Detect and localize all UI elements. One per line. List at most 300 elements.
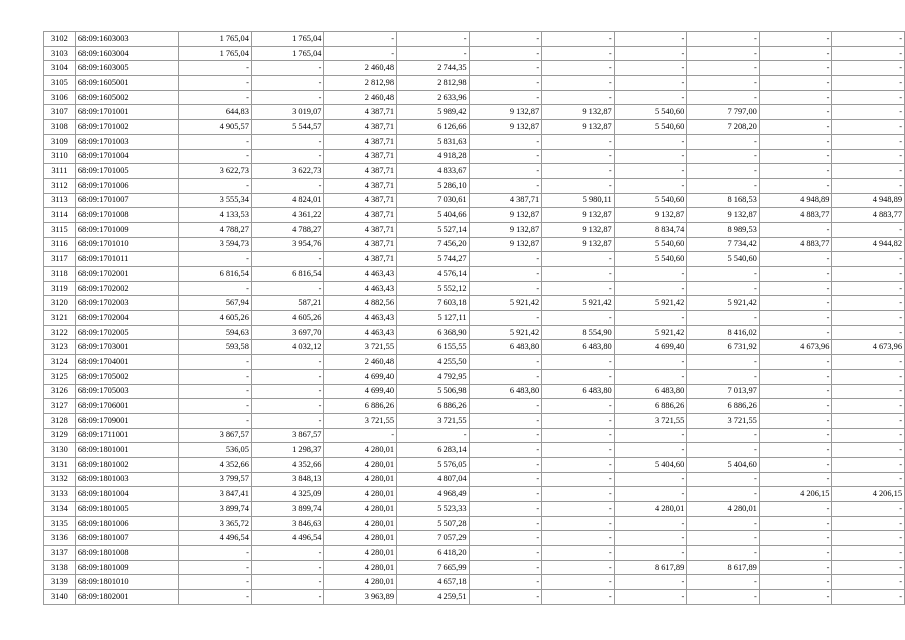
value-cell: - — [469, 457, 542, 472]
row-number-cell: 3119 — [44, 281, 76, 296]
value-cell: - — [759, 355, 832, 370]
value-cell: 6 155,55 — [397, 340, 470, 355]
value-cell: - — [251, 149, 324, 164]
value-cell: - — [614, 472, 687, 487]
value-cell: 3 721,55 — [397, 413, 470, 428]
value-cell: - — [251, 90, 324, 105]
value-cell: 6 283,14 — [397, 443, 470, 458]
value-cell: - — [614, 369, 687, 384]
value-cell: 2 744,35 — [397, 61, 470, 76]
value-cell: 5 921,42 — [469, 325, 542, 340]
value-cell: 6 483,80 — [542, 384, 615, 399]
value-cell: 6 483,80 — [469, 340, 542, 355]
value-cell: - — [251, 560, 324, 575]
value-cell: - — [251, 355, 324, 370]
value-cell: - — [614, 164, 687, 179]
row-number-cell: 3123 — [44, 340, 76, 355]
value-cell: 3 555,34 — [179, 193, 252, 208]
value-cell: - — [614, 546, 687, 561]
value-cell: 8 834,74 — [614, 222, 687, 237]
value-cell: - — [832, 105, 905, 120]
value-cell: 4 352,66 — [179, 457, 252, 472]
value-cell: 5 507,28 — [397, 516, 470, 531]
value-cell: 4 361,22 — [251, 208, 324, 223]
value-cell: - — [687, 487, 760, 502]
cadastral-code-cell: 68:09:1702001 — [75, 267, 178, 282]
value-cell: - — [759, 120, 832, 135]
value-cell: - — [614, 428, 687, 443]
cadastral-code-cell: 68:09:1701003 — [75, 134, 178, 149]
value-cell: 7 734,42 — [687, 237, 760, 252]
value-cell: 4 833,67 — [397, 164, 470, 179]
value-cell: 7 208,20 — [687, 120, 760, 135]
row-number-cell: 3103 — [44, 46, 76, 61]
value-cell: 7 013,97 — [687, 384, 760, 399]
value-cell: 4 788,27 — [179, 222, 252, 237]
row-number-cell: 3113 — [44, 193, 76, 208]
value-cell: 4 944,82 — [832, 237, 905, 252]
value-cell: - — [614, 178, 687, 193]
value-cell: 6 483,80 — [614, 384, 687, 399]
value-cell: - — [687, 281, 760, 296]
cadastral-code-cell: 68:09:1705002 — [75, 369, 178, 384]
table-row — [44, 472, 905, 487]
value-cell: - — [759, 325, 832, 340]
row-number-cell: 3108 — [44, 120, 76, 135]
row-number-cell: 3131 — [44, 457, 76, 472]
table-row — [44, 267, 905, 282]
value-cell: 4 463,43 — [324, 311, 397, 326]
value-cell: 2 633,96 — [397, 90, 470, 105]
value-cell: 6 126,66 — [397, 120, 470, 135]
value-cell: 2 460,48 — [324, 61, 397, 76]
value-cell: - — [179, 281, 252, 296]
row-number-cell: 3121 — [44, 311, 76, 326]
value-cell: - — [469, 46, 542, 61]
cadastral-code-cell: 68:09:1701011 — [75, 252, 178, 267]
value-cell: - — [469, 546, 542, 561]
table-row — [44, 428, 905, 443]
value-cell: 8 989,53 — [687, 222, 760, 237]
value-cell: 5 989,42 — [397, 105, 470, 120]
value-cell: 3 721,55 — [324, 340, 397, 355]
value-cell: 3 867,57 — [179, 428, 252, 443]
row-number-cell: 3120 — [44, 296, 76, 311]
value-cell: 4 280,01 — [614, 502, 687, 517]
value-cell: - — [251, 76, 324, 91]
value-cell: - — [469, 178, 542, 193]
value-cell: - — [324, 428, 397, 443]
value-cell: 9 132,87 — [542, 105, 615, 120]
value-cell: 6 886,26 — [397, 399, 470, 414]
value-cell: - — [614, 90, 687, 105]
value-cell: - — [832, 120, 905, 135]
value-cell: - — [614, 590, 687, 605]
table-row — [44, 120, 905, 135]
value-cell: - — [687, 61, 760, 76]
value-cell: 4 807,04 — [397, 472, 470, 487]
table-body — [44, 32, 905, 605]
value-cell: 3 867,57 — [251, 428, 324, 443]
value-cell: 9 132,87 — [469, 120, 542, 135]
value-cell: - — [469, 61, 542, 76]
value-cell: - — [542, 428, 615, 443]
value-cell: 5 576,05 — [397, 457, 470, 472]
value-cell: 4 325,09 — [251, 487, 324, 502]
value-cell: - — [832, 325, 905, 340]
value-cell: - — [542, 457, 615, 472]
value-cell: - — [542, 46, 615, 61]
value-cell: - — [759, 267, 832, 282]
value-cell: 7 057,29 — [397, 531, 470, 546]
value-cell: 5 527,14 — [397, 222, 470, 237]
value-cell: - — [759, 413, 832, 428]
cadastral-code-cell: 68:09:1702005 — [75, 325, 178, 340]
value-cell: 4 883,77 — [759, 208, 832, 223]
cadastral-code-cell: 68:09:1603003 — [75, 32, 178, 47]
value-cell: - — [469, 267, 542, 282]
value-cell: - — [251, 399, 324, 414]
value-cell: - — [832, 428, 905, 443]
value-cell: 2 812,98 — [324, 76, 397, 91]
table-row — [44, 193, 905, 208]
table-row — [44, 281, 905, 296]
cadastral-code-cell: 68:09:1709001 — [75, 413, 178, 428]
value-cell: 4 032,12 — [251, 340, 324, 355]
cadastral-code-cell: 68:09:1801001 — [75, 443, 178, 458]
value-cell: 5 506,98 — [397, 384, 470, 399]
value-cell: - — [542, 531, 615, 546]
value-cell: 2 460,48 — [324, 90, 397, 105]
value-cell: - — [614, 134, 687, 149]
value-cell: 3 799,57 — [179, 472, 252, 487]
value-cell: - — [832, 311, 905, 326]
value-cell: - — [542, 413, 615, 428]
value-cell: - — [542, 487, 615, 502]
value-cell: - — [687, 164, 760, 179]
value-cell: - — [542, 164, 615, 179]
value-cell: - — [687, 531, 760, 546]
value-cell: - — [832, 267, 905, 282]
value-cell: - — [542, 575, 615, 590]
table-row — [44, 355, 905, 370]
value-cell: - — [469, 281, 542, 296]
value-cell: - — [614, 76, 687, 91]
row-number-cell: 3117 — [44, 252, 76, 267]
table-row — [44, 178, 905, 193]
value-cell: 536,05 — [179, 443, 252, 458]
value-cell: - — [687, 76, 760, 91]
value-cell: - — [759, 472, 832, 487]
value-cell: 5 744,27 — [397, 252, 470, 267]
value-cell: - — [614, 281, 687, 296]
value-cell: - — [614, 575, 687, 590]
value-cell: - — [542, 546, 615, 561]
table-row — [44, 32, 905, 47]
value-cell: - — [469, 575, 542, 590]
value-cell: - — [759, 61, 832, 76]
table-row — [44, 399, 905, 414]
value-cell: 3 848,13 — [251, 472, 324, 487]
value-cell: 2 812,98 — [397, 76, 470, 91]
value-cell: 4 673,96 — [832, 340, 905, 355]
value-cell: - — [542, 90, 615, 105]
value-cell: - — [397, 46, 470, 61]
value-cell: - — [397, 428, 470, 443]
value-cell: 4 788,27 — [251, 222, 324, 237]
row-number-cell: 3137 — [44, 546, 76, 561]
value-cell: - — [251, 61, 324, 76]
value-cell: - — [759, 369, 832, 384]
value-cell: - — [759, 502, 832, 517]
value-cell: 6 368,90 — [397, 325, 470, 340]
value-cell: 587,21 — [251, 296, 324, 311]
cadastral-code-cell: 68:09:1701009 — [75, 222, 178, 237]
value-cell: - — [469, 531, 542, 546]
row-number-cell: 3128 — [44, 413, 76, 428]
value-cell: - — [614, 516, 687, 531]
value-cell: - — [759, 516, 832, 531]
cadastral-code-cell: 68:09:1706001 — [75, 399, 178, 414]
table-row — [44, 502, 905, 517]
row-number-cell: 3118 — [44, 267, 76, 282]
value-cell: - — [614, 267, 687, 282]
value-cell: 3 721,55 — [614, 413, 687, 428]
cadastral-code-cell: 68:09:1801008 — [75, 546, 178, 561]
value-cell: 4 387,71 — [324, 164, 397, 179]
value-cell: - — [687, 32, 760, 47]
value-cell: - — [542, 32, 615, 47]
value-cell: - — [179, 149, 252, 164]
value-cell: 4 280,01 — [324, 443, 397, 458]
value-cell: - — [687, 134, 760, 149]
row-number-cell: 3122 — [44, 325, 76, 340]
cadastral-code-cell: 68:09:1801002 — [75, 457, 178, 472]
value-cell: - — [469, 90, 542, 105]
value-cell: 5 404,60 — [614, 457, 687, 472]
value-cell: 4 387,71 — [324, 252, 397, 267]
value-cell: - — [759, 399, 832, 414]
value-cell: 5 540,60 — [614, 105, 687, 120]
row-number-cell: 3136 — [44, 531, 76, 546]
value-cell: 3 846,63 — [251, 516, 324, 531]
value-cell: - — [687, 575, 760, 590]
value-cell: 567,94 — [179, 296, 252, 311]
value-cell: - — [179, 399, 252, 414]
value-cell: 1 765,04 — [179, 32, 252, 47]
value-cell: - — [687, 369, 760, 384]
value-cell: 7 603,18 — [397, 296, 470, 311]
table-row — [44, 105, 905, 120]
value-cell: 4 496,54 — [179, 531, 252, 546]
value-cell: - — [614, 32, 687, 47]
cadastral-code-cell: 68:09:1703001 — [75, 340, 178, 355]
value-cell: - — [832, 134, 905, 149]
value-cell: - — [251, 384, 324, 399]
table-row — [44, 531, 905, 546]
value-cell: 3 622,73 — [251, 164, 324, 179]
value-cell: 3 622,73 — [179, 164, 252, 179]
value-cell: - — [469, 487, 542, 502]
table-row — [44, 384, 905, 399]
value-cell: 4 463,43 — [324, 325, 397, 340]
value-cell: - — [687, 178, 760, 193]
value-cell: - — [469, 516, 542, 531]
value-cell: - — [687, 149, 760, 164]
value-cell: 5 286,10 — [397, 178, 470, 193]
value-cell: - — [832, 399, 905, 414]
value-cell: - — [542, 76, 615, 91]
value-cell: 5 552,12 — [397, 281, 470, 296]
value-cell: - — [832, 516, 905, 531]
value-cell: - — [832, 590, 905, 605]
value-cell: 4 259,51 — [397, 590, 470, 605]
value-cell: - — [832, 178, 905, 193]
value-cell: 6 483,80 — [469, 384, 542, 399]
value-cell: 4 699,40 — [614, 340, 687, 355]
value-cell: 4 968,49 — [397, 487, 470, 502]
cadastral-code-cell: 68:09:1701006 — [75, 178, 178, 193]
value-cell: 3 019,07 — [251, 105, 324, 120]
value-cell: - — [469, 428, 542, 443]
value-cell: - — [324, 46, 397, 61]
value-cell: - — [542, 369, 615, 384]
value-cell: - — [469, 590, 542, 605]
row-number-cell: 3102 — [44, 32, 76, 47]
value-cell: 9 132,87 — [469, 105, 542, 120]
value-cell: 5 921,42 — [614, 296, 687, 311]
value-cell: - — [542, 590, 615, 605]
value-cell: 3 847,41 — [179, 487, 252, 502]
row-number-cell: 3111 — [44, 164, 76, 179]
value-cell: - — [251, 413, 324, 428]
value-cell: 5 540,60 — [614, 120, 687, 135]
cadastral-code-cell: 68:09:1801004 — [75, 487, 178, 502]
row-number-cell: 3110 — [44, 149, 76, 164]
row-number-cell: 3140 — [44, 590, 76, 605]
cadastral-code-cell: 68:09:1801006 — [75, 516, 178, 531]
value-cell: 1 765,04 — [179, 46, 252, 61]
value-cell: - — [759, 46, 832, 61]
value-cell: - — [759, 546, 832, 561]
value-cell: - — [832, 149, 905, 164]
value-cell: 5 404,60 — [687, 457, 760, 472]
value-cell: - — [759, 149, 832, 164]
value-cell: 9 132,87 — [469, 222, 542, 237]
value-cell: 4 905,57 — [179, 120, 252, 135]
row-number-cell: 3138 — [44, 560, 76, 575]
value-cell: - — [251, 178, 324, 193]
value-cell: - — [542, 281, 615, 296]
value-cell: - — [179, 61, 252, 76]
table-row — [44, 457, 905, 472]
value-cell: - — [251, 281, 324, 296]
value-cell: - — [469, 472, 542, 487]
value-cell: - — [179, 355, 252, 370]
value-cell: 4 948,89 — [759, 193, 832, 208]
value-cell: - — [759, 105, 832, 120]
value-cell: - — [251, 546, 324, 561]
value-cell: - — [687, 472, 760, 487]
value-cell: - — [614, 46, 687, 61]
value-cell: 9 132,87 — [469, 237, 542, 252]
value-cell: 9 132,87 — [542, 237, 615, 252]
cadastral-code-cell: 68:09:1711001 — [75, 428, 178, 443]
table-row — [44, 487, 905, 502]
value-cell: 6 483,80 — [542, 340, 615, 355]
value-cell: - — [542, 399, 615, 414]
value-cell: 4 883,77 — [759, 237, 832, 252]
table-row — [44, 237, 905, 252]
value-cell: - — [832, 46, 905, 61]
table-row — [44, 560, 905, 575]
row-number-cell: 3129 — [44, 428, 76, 443]
cadastral-code-cell: 68:09:1701007 — [75, 193, 178, 208]
value-cell: - — [469, 252, 542, 267]
table-row — [44, 575, 905, 590]
value-cell: - — [542, 311, 615, 326]
value-cell: - — [759, 296, 832, 311]
value-cell: - — [614, 149, 687, 164]
row-number-cell: 3105 — [44, 76, 76, 91]
value-cell: - — [179, 560, 252, 575]
value-cell: 8 617,89 — [687, 560, 760, 575]
row-number-cell: 3135 — [44, 516, 76, 531]
value-cell: 5 921,42 — [542, 296, 615, 311]
value-cell: - — [687, 428, 760, 443]
value-cell: - — [687, 355, 760, 370]
value-cell: 6 418,20 — [397, 546, 470, 561]
value-cell: 9 132,87 — [542, 120, 615, 135]
value-cell: - — [251, 575, 324, 590]
value-cell: 5 127,11 — [397, 311, 470, 326]
value-cell: 4 496,54 — [251, 531, 324, 546]
value-cell: 5 540,60 — [687, 252, 760, 267]
table-row — [44, 311, 905, 326]
value-cell: - — [542, 502, 615, 517]
row-number-cell: 3107 — [44, 105, 76, 120]
value-cell: - — [179, 575, 252, 590]
row-number-cell: 3106 — [44, 90, 76, 105]
value-cell: - — [251, 134, 324, 149]
cadastral-code-cell: 68:09:1801010 — [75, 575, 178, 590]
value-cell: - — [832, 575, 905, 590]
table-row — [44, 134, 905, 149]
row-number-cell: 3114 — [44, 208, 76, 223]
value-cell: - — [832, 384, 905, 399]
value-cell: - — [614, 311, 687, 326]
value-cell: 1 298,37 — [251, 443, 324, 458]
value-cell: - — [542, 472, 615, 487]
table-row — [44, 296, 905, 311]
value-cell: - — [759, 164, 832, 179]
value-cell: 4 280,01 — [324, 516, 397, 531]
value-cell: - — [759, 32, 832, 47]
row-number-cell: 3134 — [44, 502, 76, 517]
value-cell: 7 665,99 — [397, 560, 470, 575]
value-cell: 4 918,28 — [397, 149, 470, 164]
value-cell: - — [179, 413, 252, 428]
value-cell: 3 899,74 — [251, 502, 324, 517]
cadastral-code-cell: 68:09:1705003 — [75, 384, 178, 399]
value-cell: 2 460,48 — [324, 355, 397, 370]
value-cell: - — [179, 590, 252, 605]
data-table — [43, 31, 905, 605]
cadastral-code-cell: 68:09:1702002 — [75, 281, 178, 296]
cadastral-code-cell: 68:09:1801003 — [75, 472, 178, 487]
value-cell: - — [469, 355, 542, 370]
value-cell: - — [832, 502, 905, 517]
